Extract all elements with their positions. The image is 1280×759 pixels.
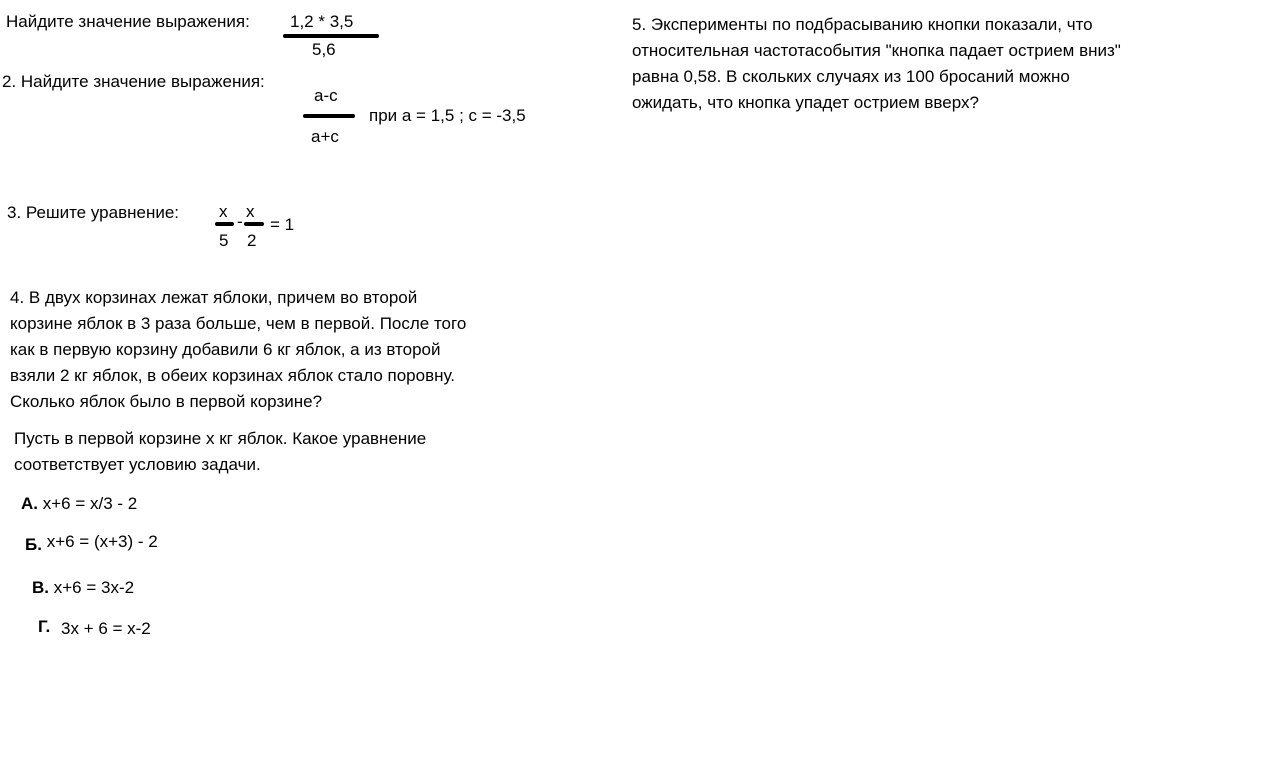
option-g bbox=[38, 617, 151, 637]
task3-frac1-numerator: x bbox=[219, 202, 228, 221]
option-g-text: 3x + 6 = x-2 bbox=[60, 619, 151, 638]
task4-line: как в первую корзину добавили 6 кг яблок, а из второй bbox=[10, 340, 441, 359]
task2-numerator: a-c bbox=[314, 86, 338, 105]
task2-denominator: a+c bbox=[311, 127, 339, 146]
task4-question-line: Пусть в первой корзине x кг яблок. Какое уравнение bbox=[14, 429, 427, 448]
task2-fraction-bar bbox=[303, 114, 355, 118]
option-b bbox=[25, 532, 158, 555]
task3-minus: - bbox=[237, 212, 243, 231]
task5-problem bbox=[632, 12, 1121, 116]
task5-line: относительная частотасобытия "кнопка падает острием вниз" bbox=[632, 41, 1121, 60]
task1-text: Найдите значение выражения: bbox=[6, 12, 250, 31]
option-a bbox=[21, 494, 137, 514]
task3-text: 3. Решите уравнение: bbox=[7, 203, 180, 222]
task5-line: равна 0,58. В скольких случаях из 100 бросаний можно bbox=[632, 67, 1070, 86]
task4-question bbox=[14, 426, 426, 478]
task3-frac1-bar bbox=[215, 222, 234, 226]
task1-denominator: 5,6 bbox=[312, 40, 336, 59]
task1-fraction-bar bbox=[283, 34, 379, 38]
task4-line: Сколько яблок было в первой корзине? bbox=[10, 392, 323, 411]
task3-frac2-numerator: x bbox=[246, 202, 255, 221]
option-b-text: x+6 = (x+3) - 2 bbox=[46, 532, 158, 551]
task4-line: корзине яблок в 3 раза больше, чем в первой. После того bbox=[10, 314, 467, 333]
option-v-text: x+6 = 3x-2 bbox=[53, 578, 135, 597]
option-v bbox=[32, 578, 134, 598]
task1-numerator: 1,2 * 3,5 bbox=[290, 12, 354, 31]
task2-text: 2. Найдите значение выражения: bbox=[2, 72, 265, 91]
task4-question-line: соответствует условию задачи. bbox=[14, 455, 261, 474]
task4-problem bbox=[10, 285, 466, 415]
option-a-label: А. bbox=[21, 494, 38, 513]
task3-frac2-denominator: 2 bbox=[247, 231, 257, 250]
task3-rhs: = 1 bbox=[270, 215, 295, 234]
option-v-label: В. bbox=[32, 578, 49, 597]
task3-frac1-denominator: 5 bbox=[219, 231, 229, 250]
option-g-label: Г. bbox=[38, 617, 51, 636]
task5-line: 5. Эксперименты по подбрасыванию кнопки показали, что bbox=[632, 15, 1093, 34]
task4-line: 4. В двух корзинах лежат яблоки, причем во второй bbox=[10, 288, 418, 307]
task2-condition: при a = 1,5 ; c = -3,5 bbox=[369, 106, 526, 125]
option-b-label: Б. bbox=[25, 535, 42, 554]
task3-frac2-bar bbox=[244, 222, 264, 226]
option-a-text: x+6 = x/3 - 2 bbox=[42, 494, 138, 513]
task4-line: взяли 2 кг яблок, в обеих корзинах яблок стало поровну. bbox=[10, 366, 456, 385]
task5-line: ожидать, что кнопка упадет острием вверх? bbox=[632, 93, 979, 112]
